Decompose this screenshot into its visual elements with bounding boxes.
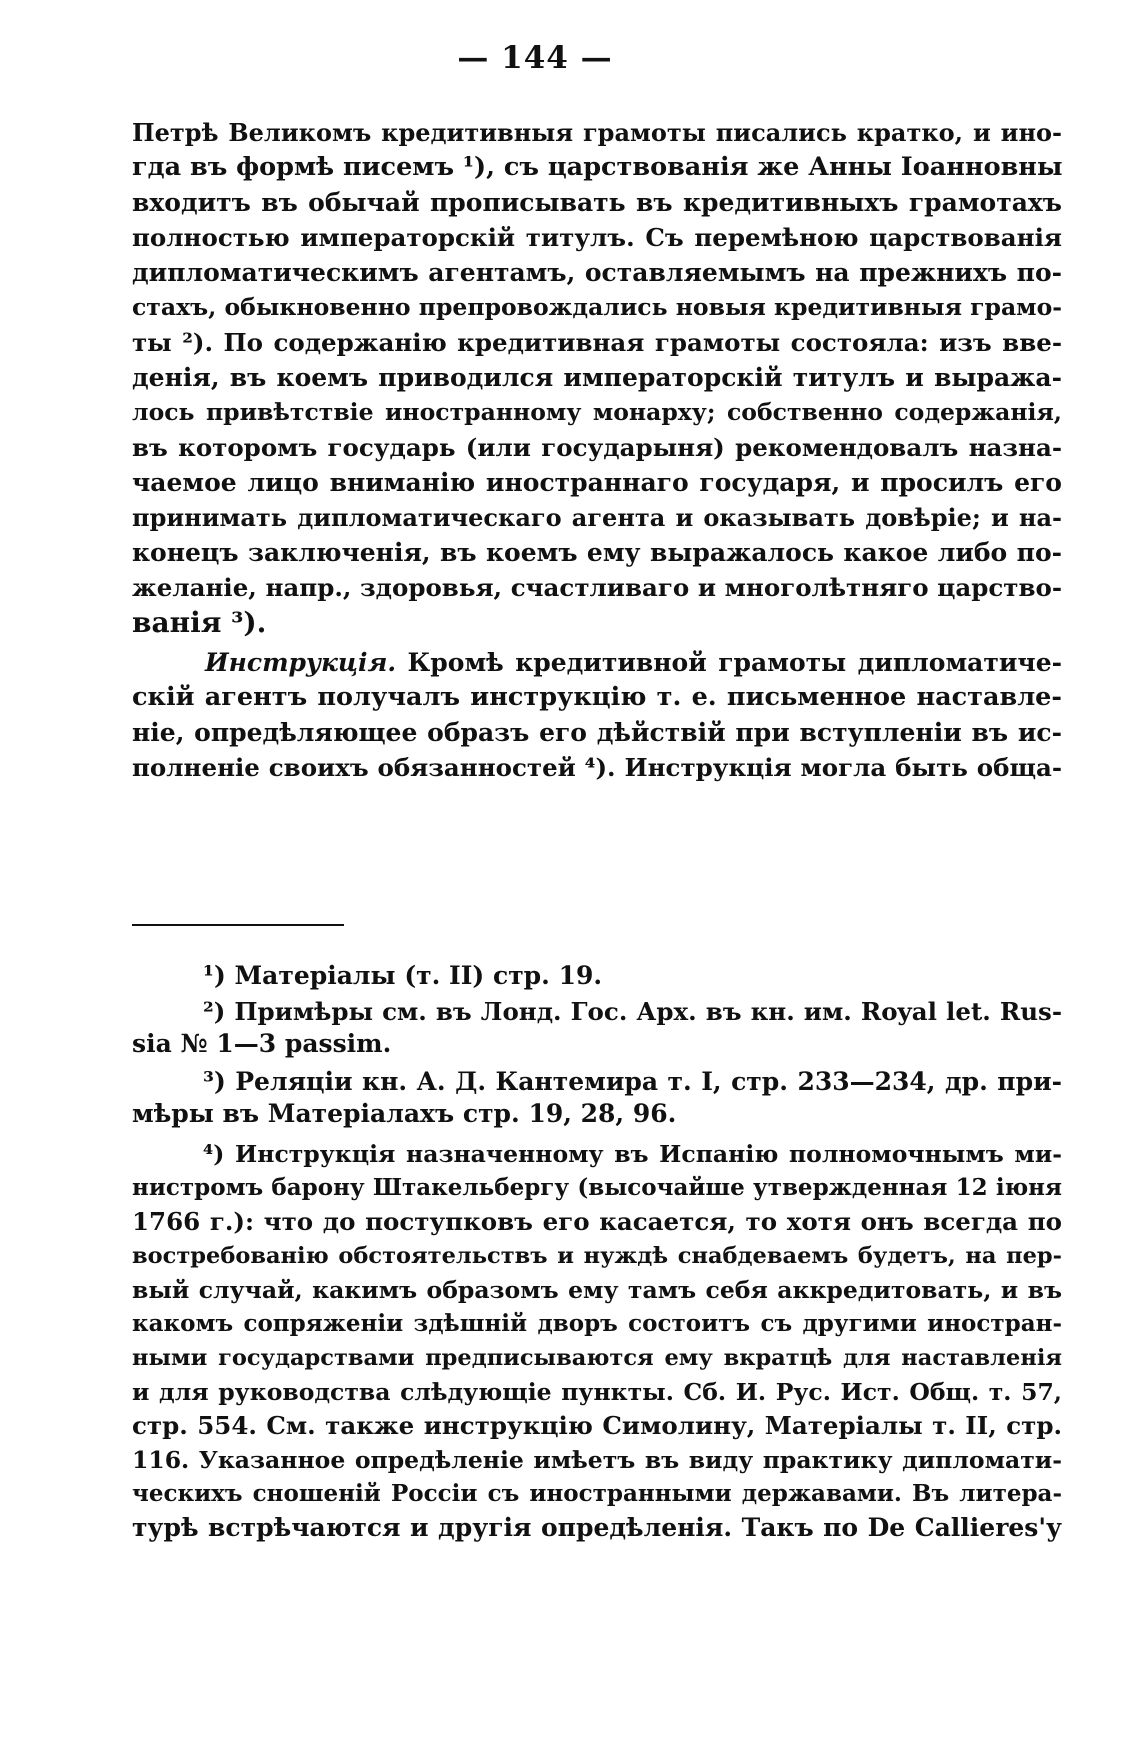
text-line: гда въ формѣ писемъ ¹), съ царствованія же Анны Іоанновны [132, 152, 1063, 182]
footnote-3: ³) Реляціи кн. А. Д. Кантемира т. I, стр. 233—234, др. при- [203, 1067, 1062, 1096]
text-line: чаемое лицо вниманію иностраннаго государя, и просилъ его [132, 468, 1062, 497]
text-line: желаніе, напр., здоровья, счастливаго и многолѣтняго царство- [132, 573, 1062, 602]
section-heading: Инструкція. [205, 648, 397, 677]
footnote-line: турѣ встрѣчаются и другія опредѣленія. Такъ по De Callieres'у [132, 1513, 1062, 1542]
footnote-line: стр. 554. См. также инструкцію Симолину, Матеріалы т. II, стр. [132, 1411, 1062, 1440]
text-line: входитъ въ обычай прописывать въ кредитивныхъ грамотахъ [132, 188, 1062, 217]
footnote-line: ными государствами предписываются ему вкратцѣ для наставленія [132, 1345, 1062, 1371]
footnote-separator [132, 924, 344, 926]
text-line: денія, въ коемъ приводился императорскій титулъ и выража- [132, 363, 1062, 392]
text-line: въ которомъ государь (или государыня) рекомендовалъ назна- [132, 433, 1062, 462]
page-number: — 144 — [457, 40, 613, 76]
footnote-line: мѣры въ Матеріалахъ стр. 19, 28, 96. [132, 1099, 677, 1128]
footnote-1: ¹) Матеріалы (т. II) стр. 19. [203, 961, 603, 990]
footnote-line: востребованію обстоятельствъ и нуждѣ снабдеваемъ будетъ, на пер- [132, 1243, 1062, 1269]
footnote-line: вый случай, какимъ образомъ ему тамъ себя аккредитовать, и въ [132, 1276, 1062, 1304]
text-span: Кромѣ кредитивной грамоты дипломатиче- [407, 648, 1062, 677]
paragraph-first-line [205, 645, 1062, 680]
text-line: ванія ³). [132, 606, 267, 639]
text-line: стахъ, обыкновенно препровождались новыя кредитивныя грамо- [132, 293, 1063, 321]
footnote-line: 1766 г.): что до поступковъ его касается, то хотя онъ всегда по [132, 1207, 1062, 1236]
footnote-line: ческихъ сношеній Россіи съ иностранными державами. Въ литера- [132, 1480, 1062, 1507]
text-line: дипломатическимъ агентамъ, оставляемымъ на прежнихъ по- [132, 258, 1062, 287]
text-line: конецъ заключенія, въ коемъ ему выражалось какое либо по- [132, 538, 1062, 567]
text-line: полненіе своихъ обязанностей ⁴). Инструкція могла быть обща- [132, 753, 1062, 782]
footnote-line: и для руководства слѣдующіе пункты. Сб. И. Рус. Ист. Общ. т. 57, [132, 1378, 1062, 1406]
text-line: лось привѣтствіе иностранному монарху; собственно содержанія, [132, 398, 1062, 426]
footnote-4: ⁴) Инструкція назначенному въ Испанію полномочнымъ ми- [203, 1140, 1062, 1168]
text-line: ніе, опредѣляющее образъ его дѣйствій при вступленіи въ ис- [132, 718, 1062, 747]
footnote-2: ²) Примѣры см. въ Лонд. Гос. Арх. въ кн. им. Royal let. Rus- [203, 997, 1062, 1026]
text-line: принимать дипломатическаго агента и оказывать довѣріе; и на- [132, 503, 1062, 532]
text-line: скій агентъ получалъ инструкцію т. е. письменное наставле- [132, 682, 1062, 712]
footnote-line: какомъ сопряженіи здѣшній дворъ состоитъ съ другими иностран- [132, 1310, 1062, 1337]
footnote-line: 116. Указанное опредѣленіе имѣетъ въ виду практику дипломати- [132, 1446, 1062, 1474]
text-line: Петрѣ Великомъ кредитивныя грамоты писались кратко, и ино- [132, 118, 1062, 147]
footnote-line: нистромъ барону Штакельбергу (высочайше утвержденная 12 іюня [132, 1174, 1062, 1201]
footnote-line: sia № 1—3 passim. [132, 1029, 392, 1058]
text-line: полностью императорскій титулъ. Съ перемѣною царствованія [132, 223, 1062, 252]
text-line: ты ²). По содержанію кредитивная грамоты состояла: изъ вве- [132, 328, 1062, 357]
